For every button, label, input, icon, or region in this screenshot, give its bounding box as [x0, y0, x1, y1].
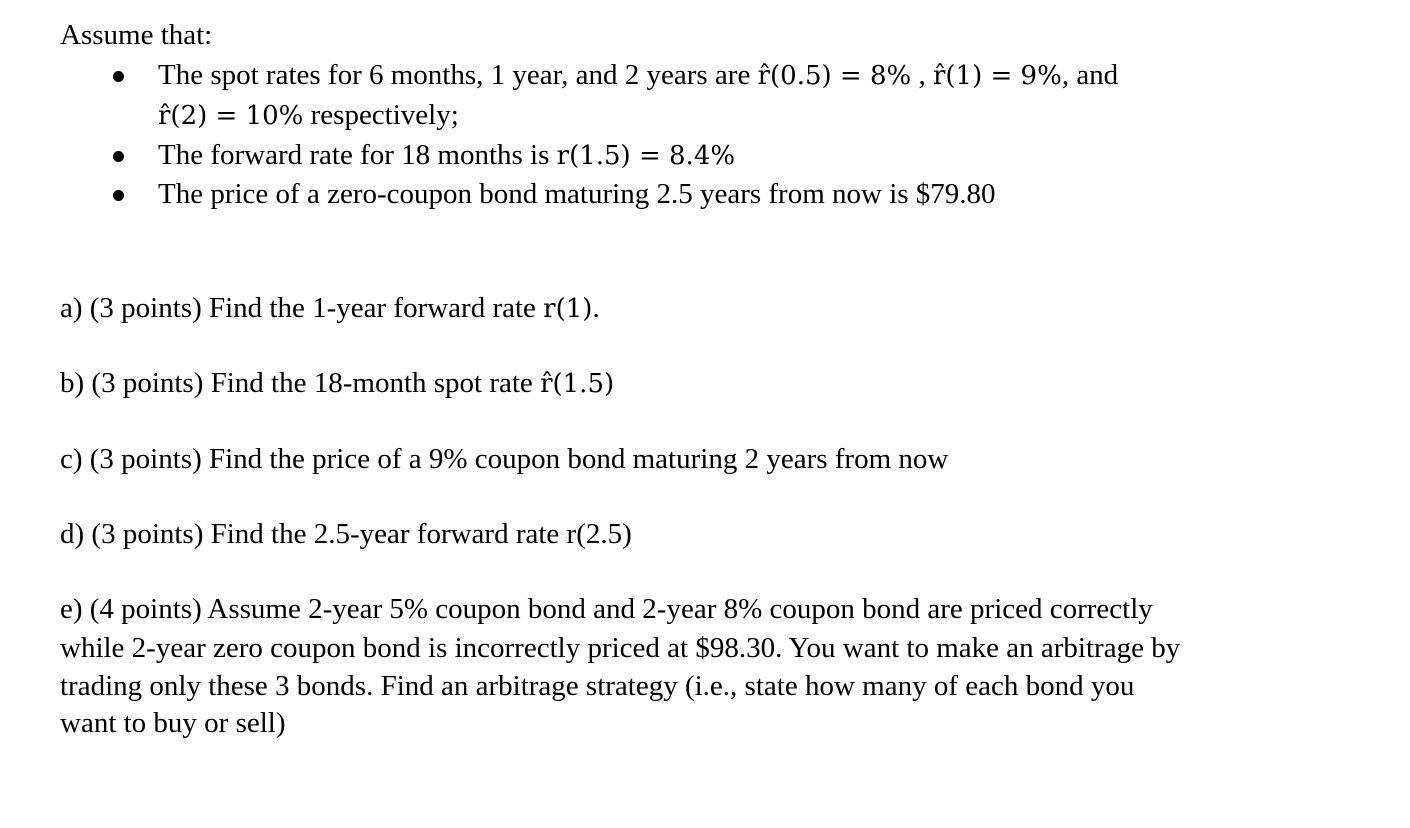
- separator: ,: [911, 59, 933, 91]
- question-e-line-2: while 2-year zero coupon bond is incorrectly priced at $98.30. You want to make an arbitrage by: [60, 632, 1181, 664]
- question-a-text: a) (3 points) Find the 1-year forward rate: [60, 292, 544, 324]
- bullet-1-tail: , and: [1061, 59, 1119, 91]
- bullet-3: [158, 175, 996, 213]
- spot-rate-2y: r̂(2) = 10%: [158, 101, 304, 131]
- bullet-dot: [113, 151, 124, 162]
- bullet-1-line-2: [158, 96, 459, 135]
- question-a-tail: .: [592, 292, 600, 324]
- spot-rate-6m: r̂(0.5) = 8%: [757, 61, 912, 91]
- bullet-2: [158, 136, 735, 175]
- intro-text: Assume that:: [60, 19, 213, 51]
- bullet-dot: [113, 190, 124, 201]
- question-e-line-3: trading only these 3 bonds. Find an arbitrage strategy (i.e., state how many of each bond you: [60, 670, 1135, 702]
- bullet-1-text: The spot rates for 6 months, 1 year, and 2 years are: [158, 59, 758, 91]
- bullet-dot: [113, 71, 124, 82]
- spot-rate-1y: r̂(1) = 9%: [932, 61, 1062, 91]
- question-d: d) (3 points) Find the 2.5-year forward rate r(2.5): [60, 518, 632, 550]
- question-b-math: r̂(1.5): [540, 369, 615, 399]
- bullet-1-text-2: respectively;: [303, 99, 459, 131]
- bullet-2-text: The forward rate for 18 months is: [158, 139, 557, 171]
- bullet-3-text: The price of a zero-coupon bond maturing 2.5 years from now is $79.80: [158, 178, 996, 210]
- forward-rate-18m: r(1.5) = 8.4%: [556, 141, 736, 171]
- question-e-line-1: e) (4 points) Assume 2-year 5% coupon bond and 2-year 8% coupon bond are priced correctly: [60, 593, 1153, 625]
- question-a: [60, 289, 600, 328]
- question-b: [60, 364, 614, 403]
- bullet-1-line-1: [158, 56, 1118, 95]
- question-e-line-4: want to buy or sell): [60, 707, 286, 739]
- question-b-text: b) (3 points) Find the 18-month spot rate: [60, 367, 541, 399]
- question-a-math: r(1): [543, 294, 593, 324]
- question-c: c) (3 points) Find the price of a 9% coupon bond maturing 2 years from now: [60, 443, 949, 475]
